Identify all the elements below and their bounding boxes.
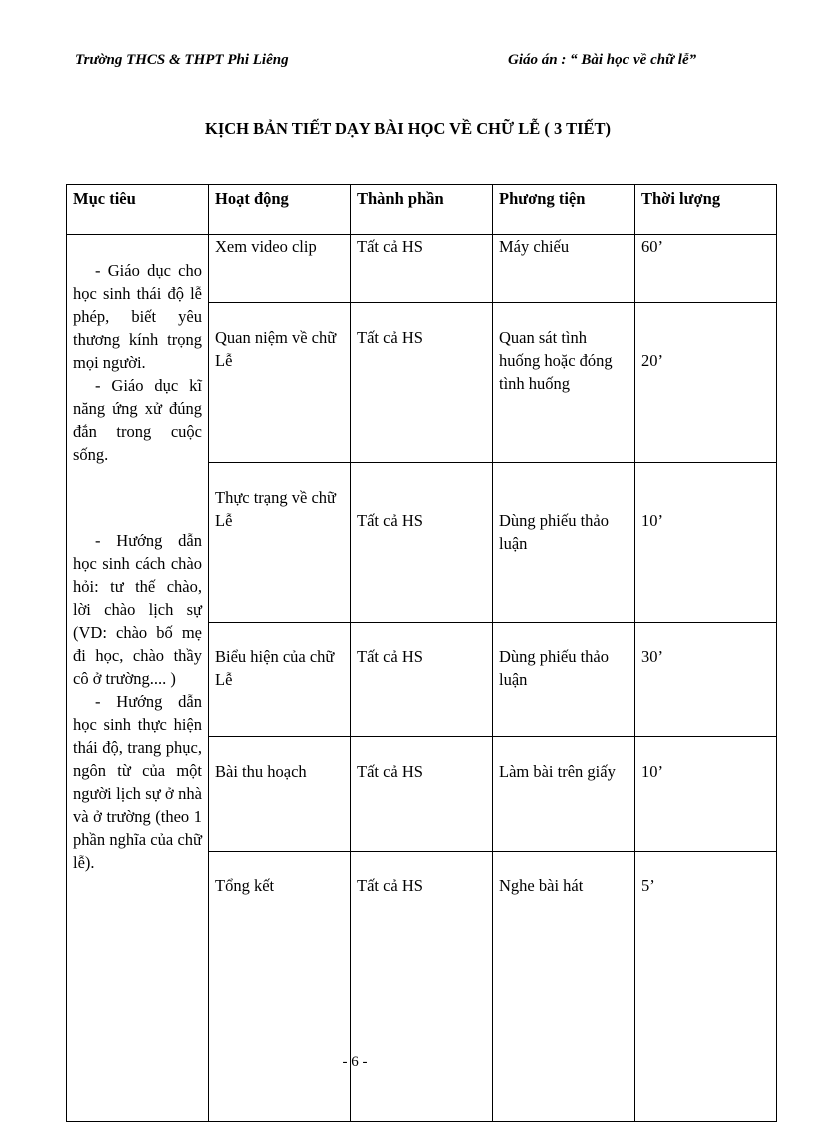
school-name: Trường THCS & THPT Phi Liêng (75, 52, 289, 68)
duration-cell: 60’ (635, 235, 777, 303)
means-cell: Dùng phiếu thảo luận (493, 623, 635, 737)
means-cell: Dùng phiếu thảo luận (493, 463, 635, 623)
participants-cell: Tất cả HS (351, 737, 493, 852)
header-participants: Thành phần (351, 185, 493, 235)
goal-item: - Hướng dẫn học sinh cách chào hỏi: tư thế chào, lời chào lịch sự (VD: chào bố mẹ đi học, chào thầy cô ở trường.... ) (73, 531, 202, 688)
activity-cell: Thực trạng về chữ Lễ (209, 463, 351, 623)
participants-cell: Tất cả HS (351, 303, 493, 463)
goal-item: - Hướng dẫn học sinh thực hiện thái độ, trang phục, ngôn từ của một người lịch sự ở nhà và ở trường (theo 1 phần nghĩa của chữ lễ). (73, 692, 202, 872)
duration-cell: 30’ (635, 623, 777, 737)
means-cell: Quan sát tình huống hoặc đóng tình huống (493, 303, 635, 463)
duration-cell: 5’ (635, 852, 777, 1122)
page-title: KỊCH BẢN TIẾT DẠY BÀI HỌC VỀ CHỮ LỄ ( 3 TIẾT) (204, 119, 611, 138)
means-cell: Máy chiếu (493, 235, 635, 303)
header-goal: Mục tiêu (67, 185, 209, 235)
participants-cell: Tất cả HS (351, 852, 493, 1122)
participants-cell: Tất cả HS (351, 623, 493, 737)
participants-cell: Tất cả HS (351, 463, 493, 623)
lesson-name: Giáo án : “ Bài học về chữ lễ” (508, 52, 697, 68)
header-duration: Thời lượng (635, 185, 777, 235)
header-activity: Hoạt động (209, 185, 351, 235)
activity-cell: Tổng kết (209, 852, 351, 1122)
means-cell: Nghe bài hát (493, 852, 635, 1122)
goal-item: - Giáo dục cho học sinh thái độ lễ phép, biết yêu thương kính trọng mọi người. (73, 261, 202, 372)
goals-cell (67, 235, 209, 1122)
table-header-row (67, 185, 777, 235)
duration-cell: 20’ (635, 303, 777, 463)
activity-cell: Xem video clip (209, 235, 351, 303)
activity-cell: Quan niệm về chữ Lễ (209, 303, 351, 463)
activity-cell: Biểu hiện của chữ Lễ (209, 623, 351, 737)
duration-cell: 10’ (635, 737, 777, 852)
page-number: - 6 - (342, 1054, 368, 1070)
goal-item: - Giáo dục kĩ năng ứng xử đúng đắn trong cuộc sống. (73, 376, 202, 464)
duration-cell: 10’ (635, 463, 777, 623)
header-means: Phương tiện (493, 185, 635, 235)
activity-cell: Bài thu hoạch (209, 737, 351, 852)
participants-cell: Tất cả HS (351, 235, 493, 303)
lesson-plan-table (66, 184, 777, 1122)
means-cell: Làm bài trên giấy (493, 737, 635, 852)
table-row (67, 235, 777, 303)
